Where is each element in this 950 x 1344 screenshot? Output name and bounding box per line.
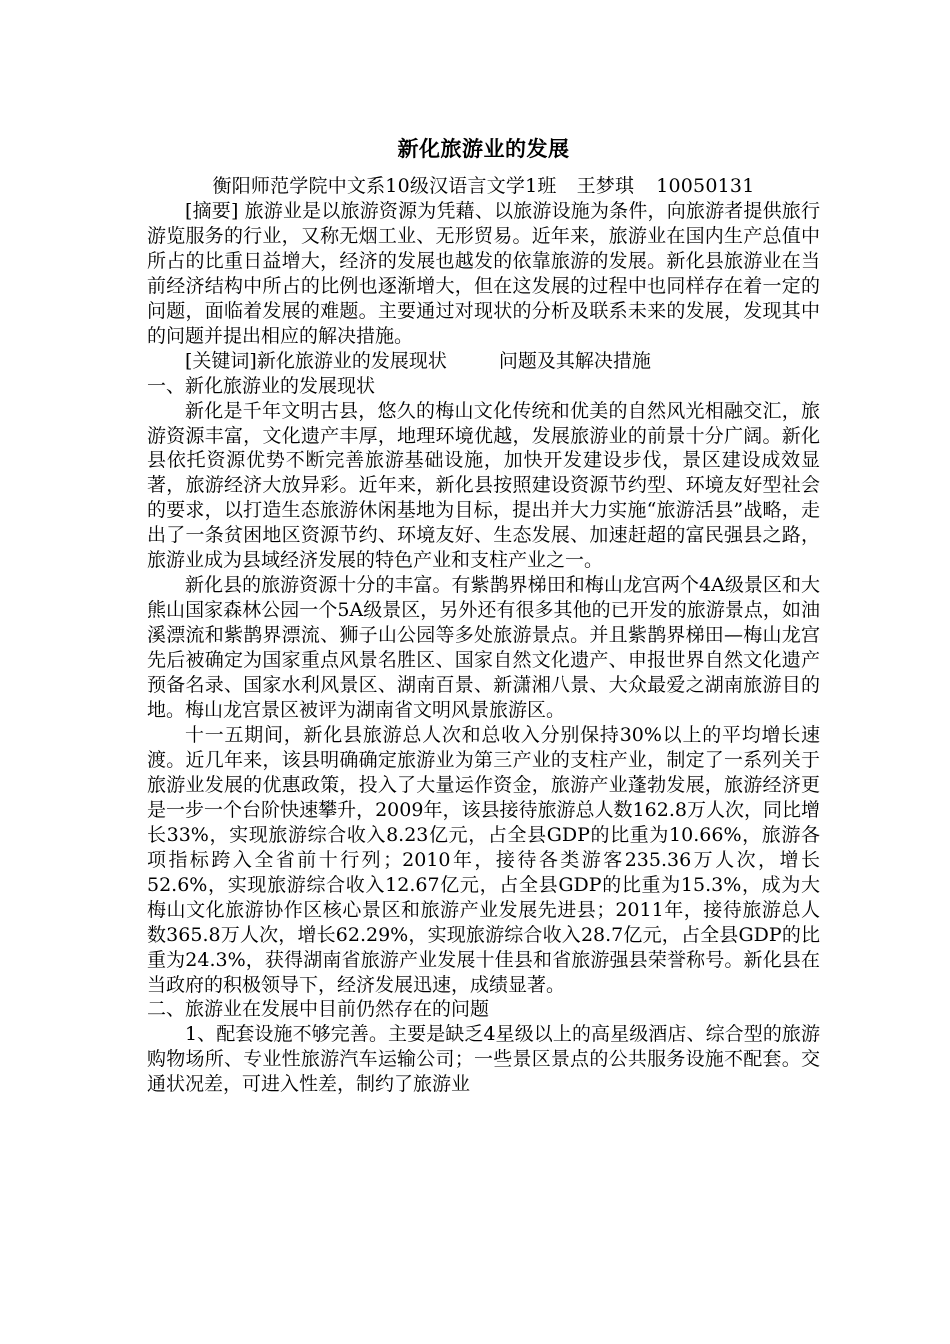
student-id: 10050131 [656,175,755,197]
paragraph: 新化县的旅游资源十分的丰富。有紫鹊界梯田和梅山龙宫两个4A级景区和大熊山国家森林公园一个5A级景区，另外还有很多其他的已开发的旅游景点，如油溪漂流和紫鹊界漂流、狮子山公园等多处旅游景点。并且紫鹊界梯田—梅山龙宫先后被确定为国家重点风景名胜区、国家自然文化遗产、申报世界自然文化遗产预备名录、国家水利风景区、湖南百景、新潇湘八景、大众最爱之湖南旅游目的地。梅山龙宫景区被评为湖南省文明风景旅游区。 [147,574,820,722]
author-line [147,174,820,199]
paragraph: 十一五期间，新化县旅游总人次和总收入分别保持30%以上的平均增长速渡。近几年来，该县明确确定旅游业为第三产业的支柱产业，制定了一系列关于旅游业发展的优惠政策，投入了大量运作资金，旅游产业蓬勃发展，旅游经济更是一步一个台阶快速攀升，2009年，该县接待旅游总人数162.8万人次，同比增长33%，实现旅游综合收入8.23亿元，占全县GDP的比重为10.66%，旅游各项指标跨入全省前十行列；2010年，接待各类游客235.36万人次，增长52.6%，实现旅游综合收入12.67亿元，占全县GDP的比重为15.3%，成为大梅山文化旅游协作区核心景区和旅游产业发展先进县；2011年，接待旅游总人数365.8万人次，增长62.29%，实现旅游综合收入28.7亿元，占全县GDP的比重为24.3%，获得湖南省旅游产业发展十佳县和省旅游强县荣誉称号。新化县在当政府的积极领导下，经济发展迅速，成绩显著。 [147,723,820,996]
author-affiliation: 衡阳师范学院中文系10级汉语言文学1班 [212,175,557,197]
author-name: 王梦琪 [576,175,635,197]
document-page [147,128,820,1097]
section-heading: 一、新化旅游业的发展现状 [147,374,376,397]
paragraph: 1、配套设施不够完善。主要是缺乏4星级以上的高星级酒店、综合型的旅游购物场所、专业性旅游汽车运输公司；一些景区景点的公共服务设施不配套。交通状况差，可进入性差，制约了旅游业 [147,1023,820,1096]
keywords-line [147,349,820,374]
paragraph: 新化是千年文明古县，悠久的梅山文化传统和优美的自然风光相融交汇，旅游资源丰富，文化遗产丰厚，地理环境优越，发展旅游业的前景十分广阔。新化县依托资源优势不断完善旅游基础设施，加快开发建设步伐，景区建设成效显著，旅游经济大放异彩。近年来，新化县按照建设资源节约型、环境友好型社会的要求，以打造生态旅游休闲基地为目标，提出并大力实施“旅游活县”战略，走出了一条贫困地区资源节约、环境友好、生态发展、加速赶超的富民强县之路，旅游业成为县域经济发展的特色产业和支柱产业之一。 [147,399,820,572]
keywords-rest: 问题及其解决措施 [498,349,651,372]
abstract: [摘要] 旅游业是以旅游资源为凭藉、以旅游设施为条件，向旅游者提供旅行游览服务的行业，又称无烟工业、无形贸易。近年来，旅游业在国内生产总值中所占的比重日益增大，经济的发展也越发的依靠旅游的发展。新化县旅游业在当前经济结构中所占的比例也逐渐增大，但在这发展的过程中也同样存在着一定的问题，面临着发展的难题。主要通过对现状的分析及联系未来的发展，发现其中的问题并提出相应的解决措施。 [147,199,820,347]
keywords-label: [关键词]新化旅游业的发展现状 [185,349,447,372]
section-heading: 二、旅游业在发展中目前仍然存在的问题 [147,998,490,1021]
document-title: 新化旅游业的发展 [397,137,570,161]
